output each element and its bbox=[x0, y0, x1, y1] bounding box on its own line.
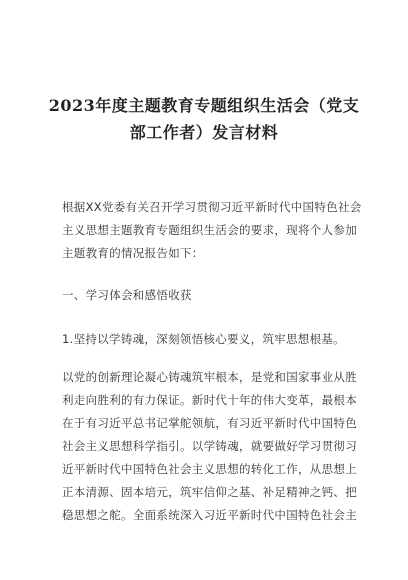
intro-line: 根据XX党委有关召开学习贯彻习近平新时代中国特色社会 bbox=[62, 200, 362, 214]
intro-line: 主义思想主题教育专题组织生活会的要求，现将个人参加 bbox=[62, 223, 357, 237]
body-line: 在于有习近平总书记掌舵领航，有习近平新时代中国特色 bbox=[62, 416, 357, 430]
document-title-line-1: 2023年度主题教育专题组织生活会（党支 bbox=[48, 96, 360, 115]
body-paragraph bbox=[62, 366, 357, 527]
body-line: 近平新时代中国特色社会主义思想的转化工作，从思想上 bbox=[62, 462, 357, 476]
body-line: 正本清源、固本培元，筑牢信仰之基、补足精神之钙、把 bbox=[62, 485, 357, 499]
section-heading: 一、学习体会和感悟收获 bbox=[62, 288, 192, 302]
intro-paragraph bbox=[62, 196, 362, 265]
document-title-line-2: 部工作者）发言材料 bbox=[129, 123, 279, 142]
body-line: 稳思想之舵。全面系统深入习近平新时代中国特色社会主 bbox=[62, 508, 357, 522]
body-line: 社会主义思想科学指引。以学铸魂，就要做好学习贯彻习 bbox=[62, 439, 357, 453]
intro-line: 主题教育的情况报告如下： bbox=[62, 246, 204, 260]
body-line: 以党的创新理论凝心铸魂筑牢根本，是党和国家事业从胜 bbox=[62, 370, 357, 384]
body-line: 利走向胜利的有力保证。新时代十年的伟大变革，最根本 bbox=[62, 393, 357, 407]
subsection-heading: 1.坚持以学铸魂，深刻领悟核心要义，筑牢思想根基。 bbox=[62, 332, 345, 346]
